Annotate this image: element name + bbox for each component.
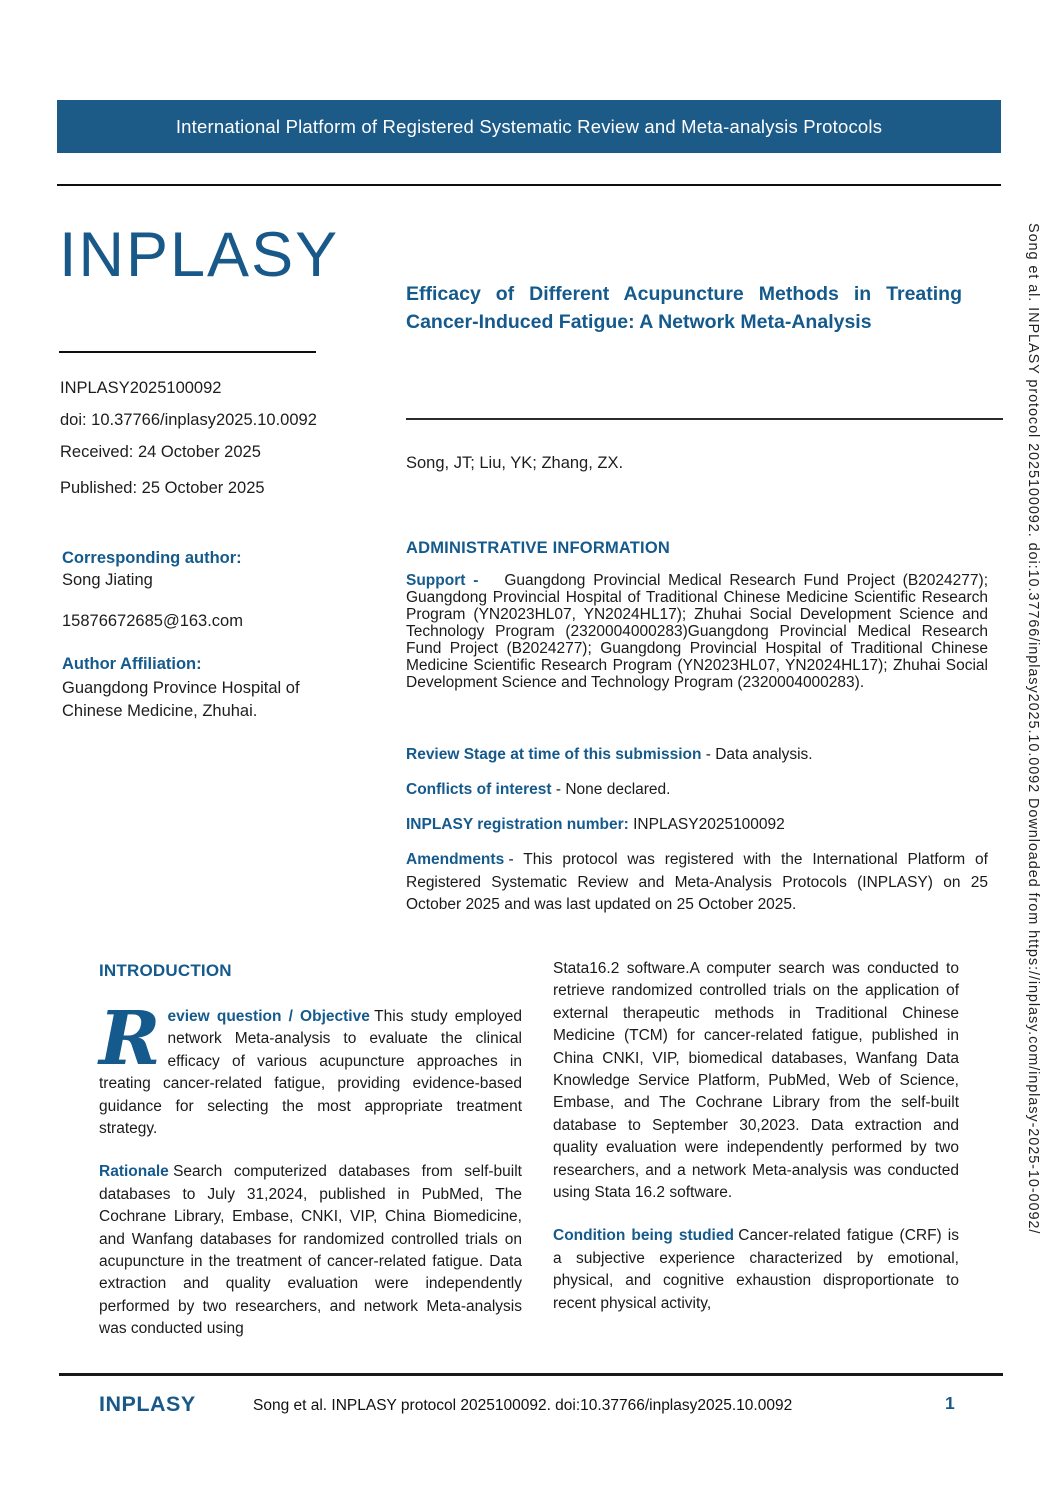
logo-divider <box>59 351 316 353</box>
body-column-right <box>553 958 959 1336</box>
rationale-continued-paragraph: Stata16.2 software.A computer search was conducted to retrieve randomized controlled trials on the application of external therapeutic methods in Traditional Chinese Medicine (TCM) for cancer-related fatigue, published in China CNKI, VIP, biomedical databases, Wanfang Data Knowledge Service Platform, PubMed, Web of Science, Embase, and The Cochrane Library from the self-built database to September 30,2023. Data extraction and quality evaluation were independently performed by two researchers, and a network Meta-analysis was conducted using Stata 16.2 software. <box>553 960 959 1202</box>
condition-label: Condition being studied <box>553 1227 734 1245</box>
registration-value: INPLASY2025100092 <box>633 816 785 833</box>
dropcap-letter: R <box>99 996 161 1082</box>
title-divider <box>406 418 1003 420</box>
condition-text: Cancer-related fatigue (CRF) is a subjective experience characterized by emotional, physical, and cognitive exhaustion disproportionate to recent physical activity, <box>553 1227 959 1312</box>
article-title: Efficacy of Different Acupuncture Methods in Treating Cancer-Induced Fatigue: A Network Meta-Analysis <box>406 283 962 333</box>
conflicts-label: Conflicts of interest <box>406 781 552 798</box>
inplasy-logo: INPLASY <box>59 220 340 290</box>
footer-citation: Song et al. INPLASY protocol 2025100092. doi:10.37766/inplasy2025.10.0092 <box>253 1397 793 1414</box>
platform-banner <box>57 100 1001 153</box>
rationale-label: Rationale <box>99 1163 169 1181</box>
body-column-left <box>99 996 523 1362</box>
registration-id: INPLASY2025100092 <box>60 379 222 397</box>
review-stage-label: Review Stage at time of this submission <box>406 746 702 763</box>
affiliation-label: Author Affiliation: <box>62 655 202 673</box>
amendments-text: - This protocol was registered with the International Platform of Registered Systematic Review and Meta-Analysis Protocols (INPLASY) on 25 October 2025 and was last updated on 25 October 2025. <box>406 851 988 913</box>
conflicts-value: - None declared. <box>555 781 671 798</box>
header-divider <box>57 184 1001 186</box>
footer-divider <box>59 1373 1003 1376</box>
rationale-paragraph <box>99 1161 522 1340</box>
page-number: 1 <box>945 1393 955 1413</box>
conflicts-line <box>406 781 988 799</box>
introduction-heading: INTRODUCTION <box>99 961 232 980</box>
footer-logo: INPLASY <box>99 1392 196 1416</box>
admin-info-heading: ADMINISTRATIVE INFORMATION <box>406 539 670 557</box>
rationale-text: Search computerized databases from self-built databases to July 31,2024, published in PubMed, The Cochrane Library, Embase, CNKI, VIP, China Biomedicine, and Wanfang databases for randomized controlled trials on acupuncture in the treatment of cancer-related fatigue. Data extraction and quality evaluation were independently performed by two researchers, and network Meta-analysis was conducted using <box>99 1163 522 1338</box>
corresponding-author-email[interactable]: 15876672685@163.com <box>62 612 243 630</box>
registration-line <box>406 816 988 834</box>
corresponding-author-name: Song Jiating <box>62 571 153 589</box>
review-stage-line <box>406 746 988 764</box>
received-date: Received: 24 October 2025 <box>60 443 261 461</box>
author-list: Song, JT; Liu, YK; Zhang, ZX. <box>406 454 624 472</box>
support-label: Support - <box>406 572 479 589</box>
support-paragraph <box>406 572 988 691</box>
objective-label: eview question / Objective <box>167 1008 370 1025</box>
review-stage-value: - Data analysis. <box>705 746 813 763</box>
sidebar-citation-vertical: Song et al. INPLASY protocol 2025100092. doi:10.37766/inplasy2025.10.0092 Downloaded from https://inplasy.com/inplasy-2025-10-0092/ <box>1025 223 1041 1235</box>
amendments-paragraph <box>406 849 988 917</box>
corresponding-author-label: Corresponding author: <box>62 549 242 567</box>
objective-paragraph <box>99 996 523 1140</box>
doi: doi: 10.37766/inplasy2025.10.0092 <box>60 411 317 429</box>
support-text: Guangdong Provincial Medical Research Fund Project (B2024277); Guangdong Provincial Hospital of Traditional Chinese Medicine Scientific Research Program (YN2023HL07, YN2024HL17); Zhuhai Social Development Science and Technology Program (2320004000283)Guangdong Provincial Medical Research Fund Project (B2024277); Guangdong Provincial Hospital of Traditional Chinese Medicine Scientific Research Program (YN2023HL07, YN2024HL17); Zhuhai Social Development Science and Technology Program (2320004000283). <box>406 572 988 691</box>
affiliation-text: Guangdong Province Hospital of Chinese Medicine, Zhuhai. <box>62 679 300 720</box>
platform-banner-text: International Platform of Registered Systematic Review and Meta-analysis Protocols <box>175 115 883 137</box>
amendments-label: Amendments <box>406 851 505 868</box>
condition-paragraph <box>553 1225 959 1315</box>
registration-label: INPLASY registration number: <box>406 816 629 833</box>
objective-text: This study employed network Meta-analysis to evaluate the clinical efficacy of various acupuncture approaches in treating cancer-related fatigue, providing evidence-based guidance for selecting the most appropriate treatment strategy. <box>99 1008 523 1138</box>
published-date: Published: 25 October 2025 <box>60 479 265 497</box>
